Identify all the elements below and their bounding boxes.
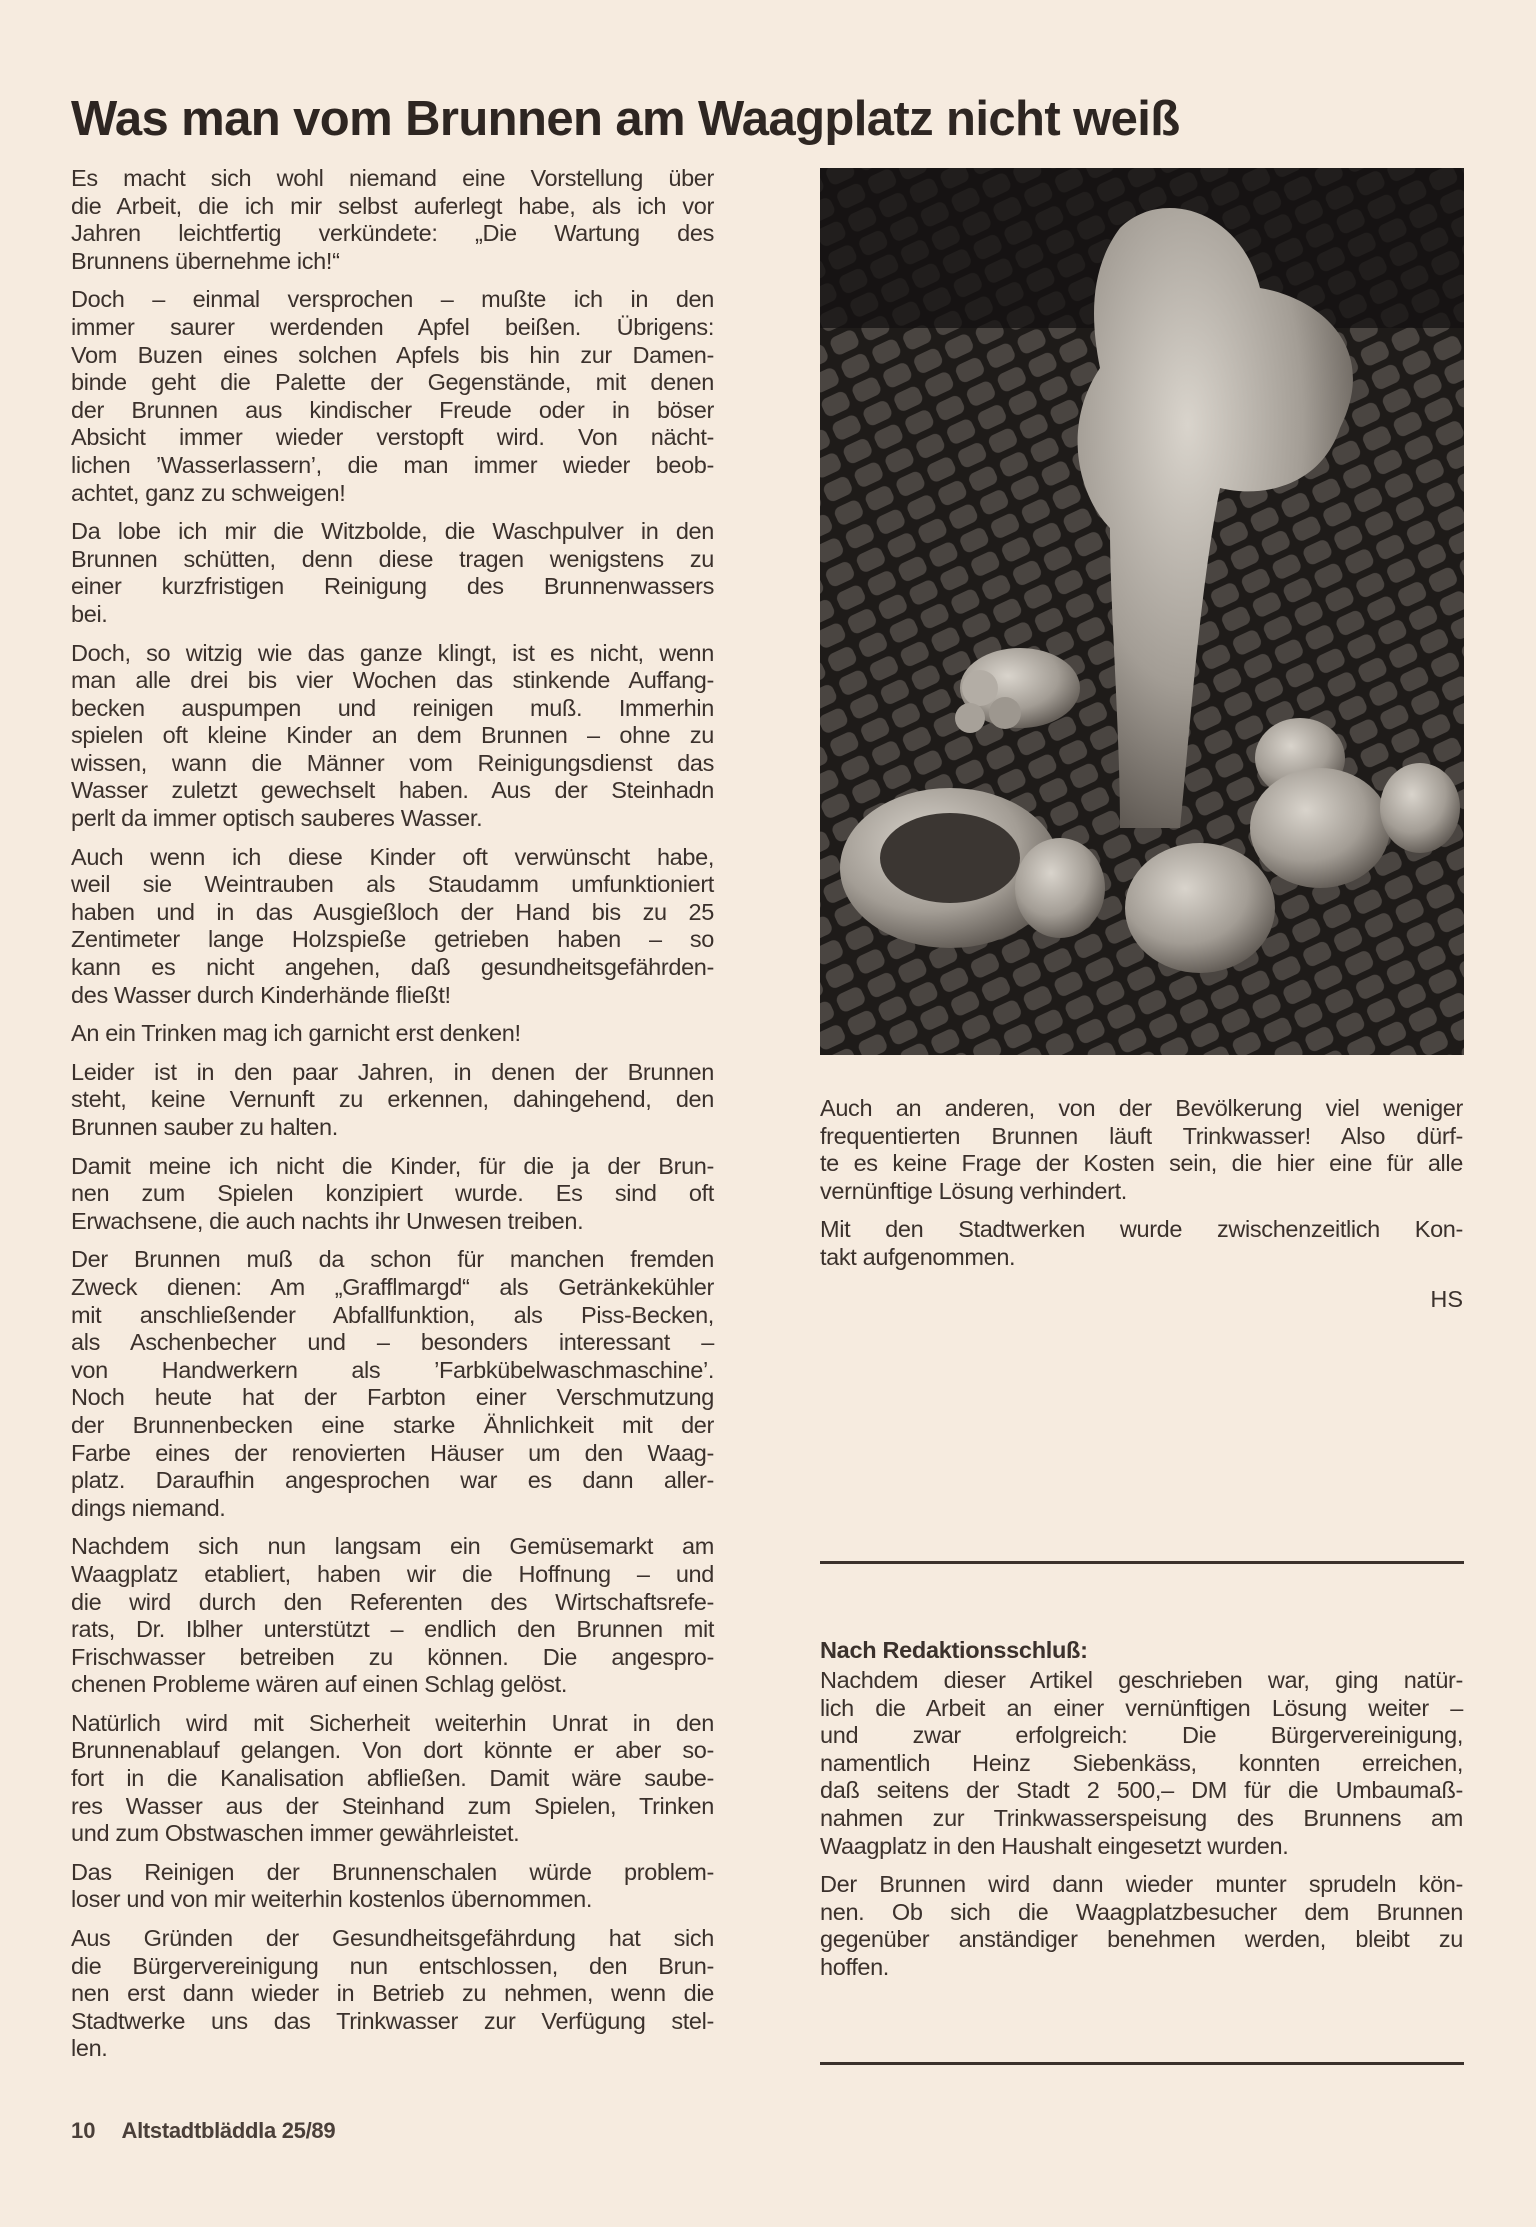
text-line: nen. Ob sich die Waagplatzbesucher dem Brunnen bbox=[820, 1898, 1463, 1925]
left-column-text bbox=[71, 165, 714, 2074]
text-line: Auch an anderen, von der Bevölkerung viel weniger bbox=[820, 1095, 1463, 1121]
text-line: die Bürgervereinigung nun entschlossen, den Brun- bbox=[71, 1952, 714, 1979]
text-line: mit anschließender Abfallfunktion, als Piss-Becken, bbox=[71, 1301, 714, 1328]
text-line: Nachdem sich nun langsam ein Gemüsemarkt am bbox=[71, 1533, 714, 1560]
article-title: Was man vom Brunnen am Waagplatz nicht weiß bbox=[71, 91, 1180, 146]
text-line: wissen, wann die Männer vom Reinigungsdienst das bbox=[71, 749, 714, 776]
text-line: Wasser zuletzt gewechselt haben. Aus der Steinhadn bbox=[71, 777, 714, 804]
text-line: Waagplatz in den Haushalt eingesetzt wurden. bbox=[820, 1832, 1289, 1859]
text-line: Aus Gründen der Gesundheitsgefährdung hat sich bbox=[71, 1925, 714, 1952]
paragraph bbox=[71, 844, 714, 1010]
paragraph bbox=[71, 1710, 714, 1848]
paragraph bbox=[820, 1871, 1463, 1981]
text-line: dings niemand. bbox=[71, 1494, 226, 1521]
text-line: vernünftige Lösung verhindert. bbox=[820, 1177, 1127, 1204]
page-footer bbox=[71, 2118, 335, 2144]
text-line: loser und von mir weiterhin kostenlos übernommen. bbox=[71, 1886, 592, 1913]
text-line: bei. bbox=[71, 600, 108, 627]
text-line: weil sie Weintrauben als Staudamm umfunktioniert bbox=[71, 871, 714, 898]
paragraph bbox=[71, 1153, 714, 1236]
text-line: des Wasser durch Kinderhände fließt! bbox=[71, 981, 451, 1008]
text-line: spielen oft kleine Kinder an dem Brunnen – ohne zu bbox=[71, 722, 714, 749]
paragraph bbox=[71, 1020, 714, 1048]
text-line: takt aufgenommen. bbox=[820, 1243, 1016, 1270]
text-line: steht, keine Vernunft zu erkennen, dahingehend, den bbox=[71, 1086, 714, 1113]
text-line: hoffen. bbox=[820, 1953, 889, 1980]
text-line: Es macht sich wohl niemand eine Vorstellung über bbox=[71, 165, 714, 191]
paragraph bbox=[71, 286, 714, 507]
page-number: 10 bbox=[71, 2118, 96, 2143]
text-line: die wird durch den Referenten des Wirtschaftsrefe- bbox=[71, 1588, 714, 1615]
paragraph bbox=[71, 518, 714, 628]
text-line: chenen Probleme wären auf einen Schlag gelöst. bbox=[71, 1671, 568, 1698]
text-line: einer kurzfristigen Reinigung des Brunnenwassers bbox=[71, 573, 714, 600]
paragraph bbox=[820, 1095, 1463, 1205]
text-line: Farbe eines der renovierten Häuser um den Waag- bbox=[71, 1439, 714, 1466]
text-line: Der Brunnen wird dann wieder munter sprudeln kön- bbox=[820, 1871, 1463, 1898]
text-line: Brunnens übernehme ich!“ bbox=[71, 247, 340, 274]
postscript-heading: Nach Redaktionsschluß: bbox=[820, 1637, 1088, 1663]
text-line: res Wasser aus der Steinhand zum Spielen, Trinken bbox=[71, 1792, 714, 1819]
text-line: die Arbeit, die ich mir selbst auferlegt habe, als ich vor bbox=[71, 192, 714, 219]
text-line: Waagplatz etabliert, haben wir die Hoffnung – und bbox=[71, 1560, 714, 1587]
text-line: Auch wenn ich diese Kinder oft verwünscht habe, bbox=[71, 843, 714, 870]
text-line: An ein Trinken mag ich garnicht erst denken! bbox=[71, 1020, 521, 1047]
text-line: Doch – einmal versprochen – mußte ich in den bbox=[71, 286, 714, 313]
text-line: lich die Arbeit an einer vernünftigen Lösung weiter – bbox=[820, 1694, 1463, 1721]
text-line: daß seitens der Stadt 2 500,– DM für die Umbaumaß- bbox=[820, 1777, 1463, 1804]
author-signature: HS bbox=[1430, 1286, 1463, 1312]
text-line: Brunnen sauber zu halten. bbox=[71, 1114, 338, 1140]
text-line: te es keine Frage der Kosten sein, die hier eine für alle bbox=[820, 1150, 1463, 1177]
text-line: Zweck dienen: Am „Grafflmargd“ als Getränkekühler bbox=[71, 1273, 714, 1300]
text-line: Erwachsene, die auch nachts ihr Unwesen treiben. bbox=[71, 1207, 584, 1234]
text-line: fort in die Kanalisation abfließen. Damit wäre saube- bbox=[71, 1765, 714, 1792]
text-line: Brunnen schütten, denn diese tragen wenigstens zu bbox=[71, 545, 714, 572]
text-line: Absicht immer wieder verstopft wird. Von nächt- bbox=[71, 424, 714, 451]
text-line: Zentimeter lange Holzspieße getrieben haben – so bbox=[71, 926, 714, 953]
text-line: Stadtwerke uns das Trinkwasser zur Verfügung stel- bbox=[71, 2007, 714, 2034]
text-line: achtet, ganz zu schweigen! bbox=[71, 479, 346, 506]
text-line: man alle drei bis vier Wochen das stinkende Auffang- bbox=[71, 667, 714, 694]
text-line: binde geht die Palette der Gegenstände, mit denen bbox=[71, 369, 714, 396]
text-line: gegenüber anständiger benehmen werden, bleibt zu bbox=[820, 1926, 1463, 1953]
text-line: nen zum Spielen konzipiert wurde. Es sind oft bbox=[71, 1180, 714, 1207]
text-line: len. bbox=[71, 2035, 108, 2062]
text-line: platz. Daraufhin angesprochen war es dann aller- bbox=[71, 1467, 714, 1494]
paragraph bbox=[71, 640, 714, 833]
text-line: nahmen zur Trinkwasserspeisung des Brunnens am bbox=[820, 1804, 1463, 1831]
text-line: Nachdem dieser Artikel geschrieben war, ging natür- bbox=[820, 1667, 1463, 1693]
text-line: Da lobe ich mir die Witzbolde, die Waschpulver in den bbox=[71, 518, 714, 545]
text-line: Der Brunnen muß da schon für manchen fremden bbox=[71, 1246, 714, 1273]
divider-rule bbox=[820, 2062, 1464, 2065]
text-line: der Brunnenbecken eine starke Ähnlichkeit mit der bbox=[71, 1411, 714, 1438]
text-line: Mit den Stadtwerken wurde zwischenzeitlich Kon- bbox=[820, 1216, 1463, 1243]
paragraph bbox=[71, 1925, 714, 2063]
paragraph bbox=[820, 1667, 1463, 1860]
fountain-photo bbox=[820, 168, 1464, 1055]
text-line: becken auspumpen und reinigen muß. Immerhin bbox=[71, 694, 714, 721]
right-column-text bbox=[820, 1095, 1463, 1283]
text-line: Damit meine ich nicht die Kinder, für die ja der Brun- bbox=[71, 1152, 714, 1179]
text-line: lichen ’Wasserlassern’, die man immer wieder beob- bbox=[71, 451, 714, 478]
paragraph bbox=[71, 165, 714, 275]
text-line: frequentierten Brunnen läuft Trinkwasser! Also dürf- bbox=[820, 1122, 1463, 1149]
text-line: nen erst dann wieder in Betrieb zu nehmen, wenn die bbox=[71, 1980, 714, 2007]
paragraph bbox=[71, 1859, 714, 1914]
text-line: Brunnenablauf gelangen. Von dort könnte er aber so- bbox=[71, 1737, 714, 1764]
text-line: Vom Buzen eines solchen Apfels bis hin zur Damen- bbox=[71, 341, 714, 368]
text-line: als Aschenbecher und – besonders interessant – bbox=[71, 1329, 714, 1356]
stone-hand-fountain-image bbox=[820, 168, 1464, 1055]
text-line: perlt da immer optisch sauberes Wasser. bbox=[71, 805, 483, 832]
text-line: der Brunnen aus kindischer Freude oder in böser bbox=[71, 396, 714, 423]
text-line: Das Reinigen der Brunnenschalen würde problem- bbox=[71, 1858, 714, 1885]
text-line: Frischwasser betreiben zu können. Die angespro- bbox=[71, 1643, 714, 1670]
text-line: Noch heute hat der Farbton einer Verschmutzung bbox=[71, 1384, 714, 1411]
text-line: von Handwerkern als ’Farbkübelwaschmaschine’. bbox=[71, 1356, 714, 1383]
text-line: rats, Dr. Iblher unterstützt – endlich den Brunnen mit bbox=[71, 1616, 714, 1643]
text-line: und zwar erfolgreich: Die Bürgervereinigung, bbox=[820, 1722, 1463, 1749]
magazine-issue: Altstadtbläddla 25/89 bbox=[121, 2118, 336, 2143]
text-line: Jahren leichtfertig verkündete: „Die Wartung des bbox=[71, 220, 714, 247]
postscript-text bbox=[820, 1667, 1463, 1993]
paragraph bbox=[820, 1216, 1463, 1271]
text-line: Natürlich wird mit Sicherheit weiterhin Unrat in den bbox=[71, 1709, 714, 1736]
text-line: immer saurer werdenden Apfel beißen. Übrigens: bbox=[71, 313, 714, 340]
text-line: Leider ist in den paar Jahren, in denen der Brunnen bbox=[71, 1058, 714, 1085]
paragraph bbox=[71, 1059, 714, 1142]
paragraph bbox=[71, 1533, 714, 1699]
divider-rule bbox=[820, 1561, 1464, 1564]
text-line: namentlich Heinz Siebenkäss, konnten erreichen, bbox=[820, 1749, 1463, 1776]
text-line: kann es nicht angehen, daß gesundheitsgefährden- bbox=[71, 954, 714, 981]
paragraph bbox=[71, 1246, 714, 1522]
text-line: Doch, so witzig wie das ganze klingt, ist es nicht, wenn bbox=[71, 639, 714, 666]
text-line: und zum Obstwaschen immer gewährleistet. bbox=[71, 1820, 520, 1847]
text-line: haben und in das Ausgießloch der Hand bis zu 25 bbox=[71, 898, 714, 925]
